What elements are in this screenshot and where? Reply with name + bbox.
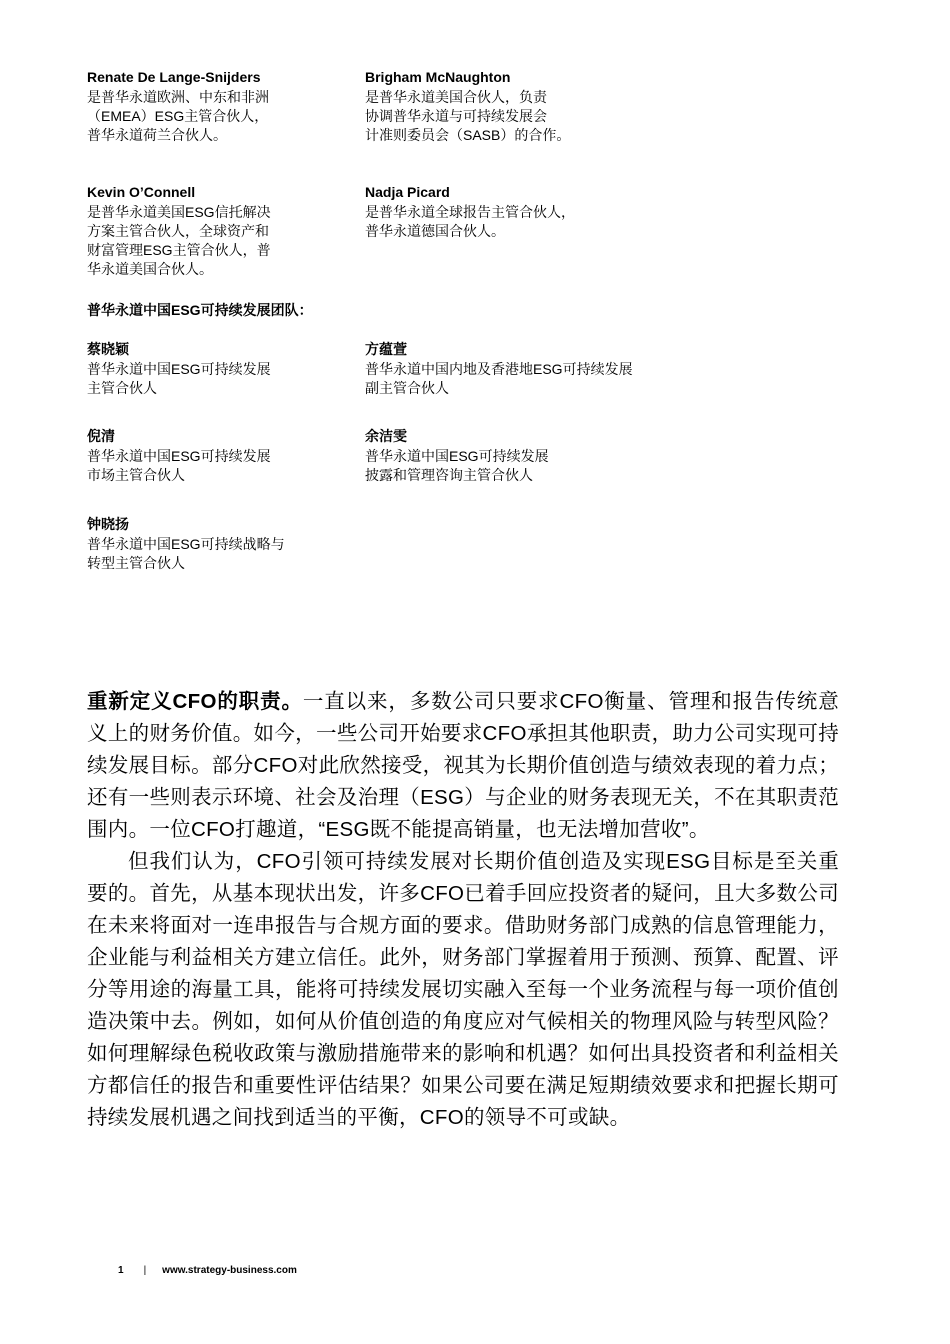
member-name: 方蕴萱 bbox=[365, 341, 407, 357]
team-member bbox=[87, 515, 347, 573]
author-bio bbox=[365, 183, 625, 241]
team-member bbox=[365, 427, 625, 485]
article-body bbox=[87, 686, 839, 1134]
role-line: 披露和管理咨询主管合伙人 bbox=[365, 467, 533, 483]
role-line: （EMEA）ESG主管合伙人， bbox=[87, 108, 269, 124]
role-line: 市场主管合伙人 bbox=[87, 467, 185, 483]
member-name: 倪清 bbox=[87, 428, 115, 444]
role-line: 副主管合伙人 bbox=[365, 380, 449, 396]
role-line: 华永道美国合伙人。 bbox=[87, 261, 213, 277]
article-paragraph bbox=[87, 686, 839, 846]
member-role bbox=[87, 360, 347, 398]
author-role bbox=[87, 88, 347, 145]
footer-separator: | bbox=[143, 1265, 147, 1276]
china-team-heading: 普华永道中国ESG可持续发展团队： bbox=[87, 302, 313, 318]
author-name: Renate De Lange-Snijders bbox=[87, 69, 261, 85]
role-line: 是普华永道美国合伙人，负责 bbox=[365, 89, 547, 105]
role-line: 主管合伙人 bbox=[87, 380, 157, 396]
role-line: 普华永道德国合伙人。 bbox=[365, 223, 505, 239]
role-line: 财富管理ESG主管合伙人，普 bbox=[87, 242, 271, 258]
member-role bbox=[365, 360, 705, 398]
member-name: 钟晓扬 bbox=[87, 516, 129, 532]
team-member bbox=[87, 427, 347, 485]
lead-heading: 重新定义CFO的职责。 bbox=[87, 690, 303, 713]
role-line: 是普华永道美国ESG信托解决 bbox=[87, 204, 271, 220]
page-footer bbox=[118, 1264, 297, 1278]
team-member bbox=[365, 340, 705, 398]
member-name: 余洁雯 bbox=[365, 428, 407, 444]
author-bio bbox=[365, 68, 625, 145]
role-line: 协调普华永道与可持续发展会 bbox=[365, 108, 547, 124]
role-line: 是普华永道欧洲、中东和非洲 bbox=[87, 89, 269, 105]
role-line: 普华永道中国ESG可持续发展 bbox=[365, 448, 549, 464]
page-number: 1 bbox=[118, 1265, 124, 1276]
author-role bbox=[87, 203, 347, 279]
author-bio bbox=[87, 183, 347, 279]
author-bio bbox=[87, 68, 347, 145]
role-line: 是普华永道全球报告主管合伙人， bbox=[365, 204, 575, 220]
member-role bbox=[87, 447, 347, 485]
member-role bbox=[87, 535, 347, 573]
footer-website-link[interactable]: www.strategy-business.com bbox=[162, 1265, 297, 1276]
role-line: 方案主管合伙人，全球资产和 bbox=[87, 223, 269, 239]
member-name: 蔡晓颖 bbox=[87, 341, 129, 357]
article-paragraph: 但我们认为，CFO引领可持续发展对长期价值创造及实现ESG目标是至关重要的。首先，从基本现状出发，许多CFO已着手回应投资者的疑问，且大多数公司在未来将面对一连串报告与合规方面的要求。借助财务部门成熟的信息管理能力，企业能与利益相关方建立信任。此外，财务部门掌握着用于预测、预算、配置、评分等用途的海量工具，能将可持续发展切实融入至每一个业务流程与每一项价值创造决策中去。例如，如何从价值创造的角度应对气候相关的物理风险与转型风险？如何理解绿色税收政策与激励措施带来的影响和机遇？如何出具投资者和利益相关方都信任的报告和重要性评估结果？如果公司要在满足短期绩效要求和把握长期可持续发展机遇之间找到适当的平衡，CFO的领导不可或缺。 bbox=[87, 850, 839, 1129]
role-line: 计准则委员会（SASB）的合作。 bbox=[365, 127, 571, 143]
author-name: Kevin O’Connell bbox=[87, 184, 196, 200]
role-line: 普华永道中国ESG可持续战略与 bbox=[87, 536, 285, 552]
paragraph-text: 一直以来，多数公司只要求CFO衡量、管理和报告传统意义上的财务价值。如今，一些公司开始要求CFO承担其他职责，助力公司实现可持续发展目标。部分CFO对此欣然接受，视其为长期价值创造与绩效表现的着力点；还有一些则表示环境、社会及治理（ESG）与企业的财务表现无关，不在其职责范围内。一位CFO打趣道，“ESG既不能提高销量，也无法增加营收”。 bbox=[87, 690, 839, 841]
role-line: 普华永道中国ESG可持续发展 bbox=[87, 361, 271, 377]
role-line: 普华永道荷兰合伙人。 bbox=[87, 127, 227, 143]
role-line: 普华永道中国内地及香港地ESG可持续发展 bbox=[365, 361, 633, 377]
author-name: Brigham McNaughton bbox=[365, 69, 511, 85]
role-line: 普华永道中国ESG可持续发展 bbox=[87, 448, 271, 464]
team-member bbox=[87, 340, 347, 398]
author-role bbox=[365, 203, 625, 241]
author-role bbox=[365, 88, 625, 145]
member-role bbox=[365, 447, 625, 485]
role-line: 转型主管合伙人 bbox=[87, 555, 185, 571]
author-name: Nadja Picard bbox=[365, 184, 450, 200]
